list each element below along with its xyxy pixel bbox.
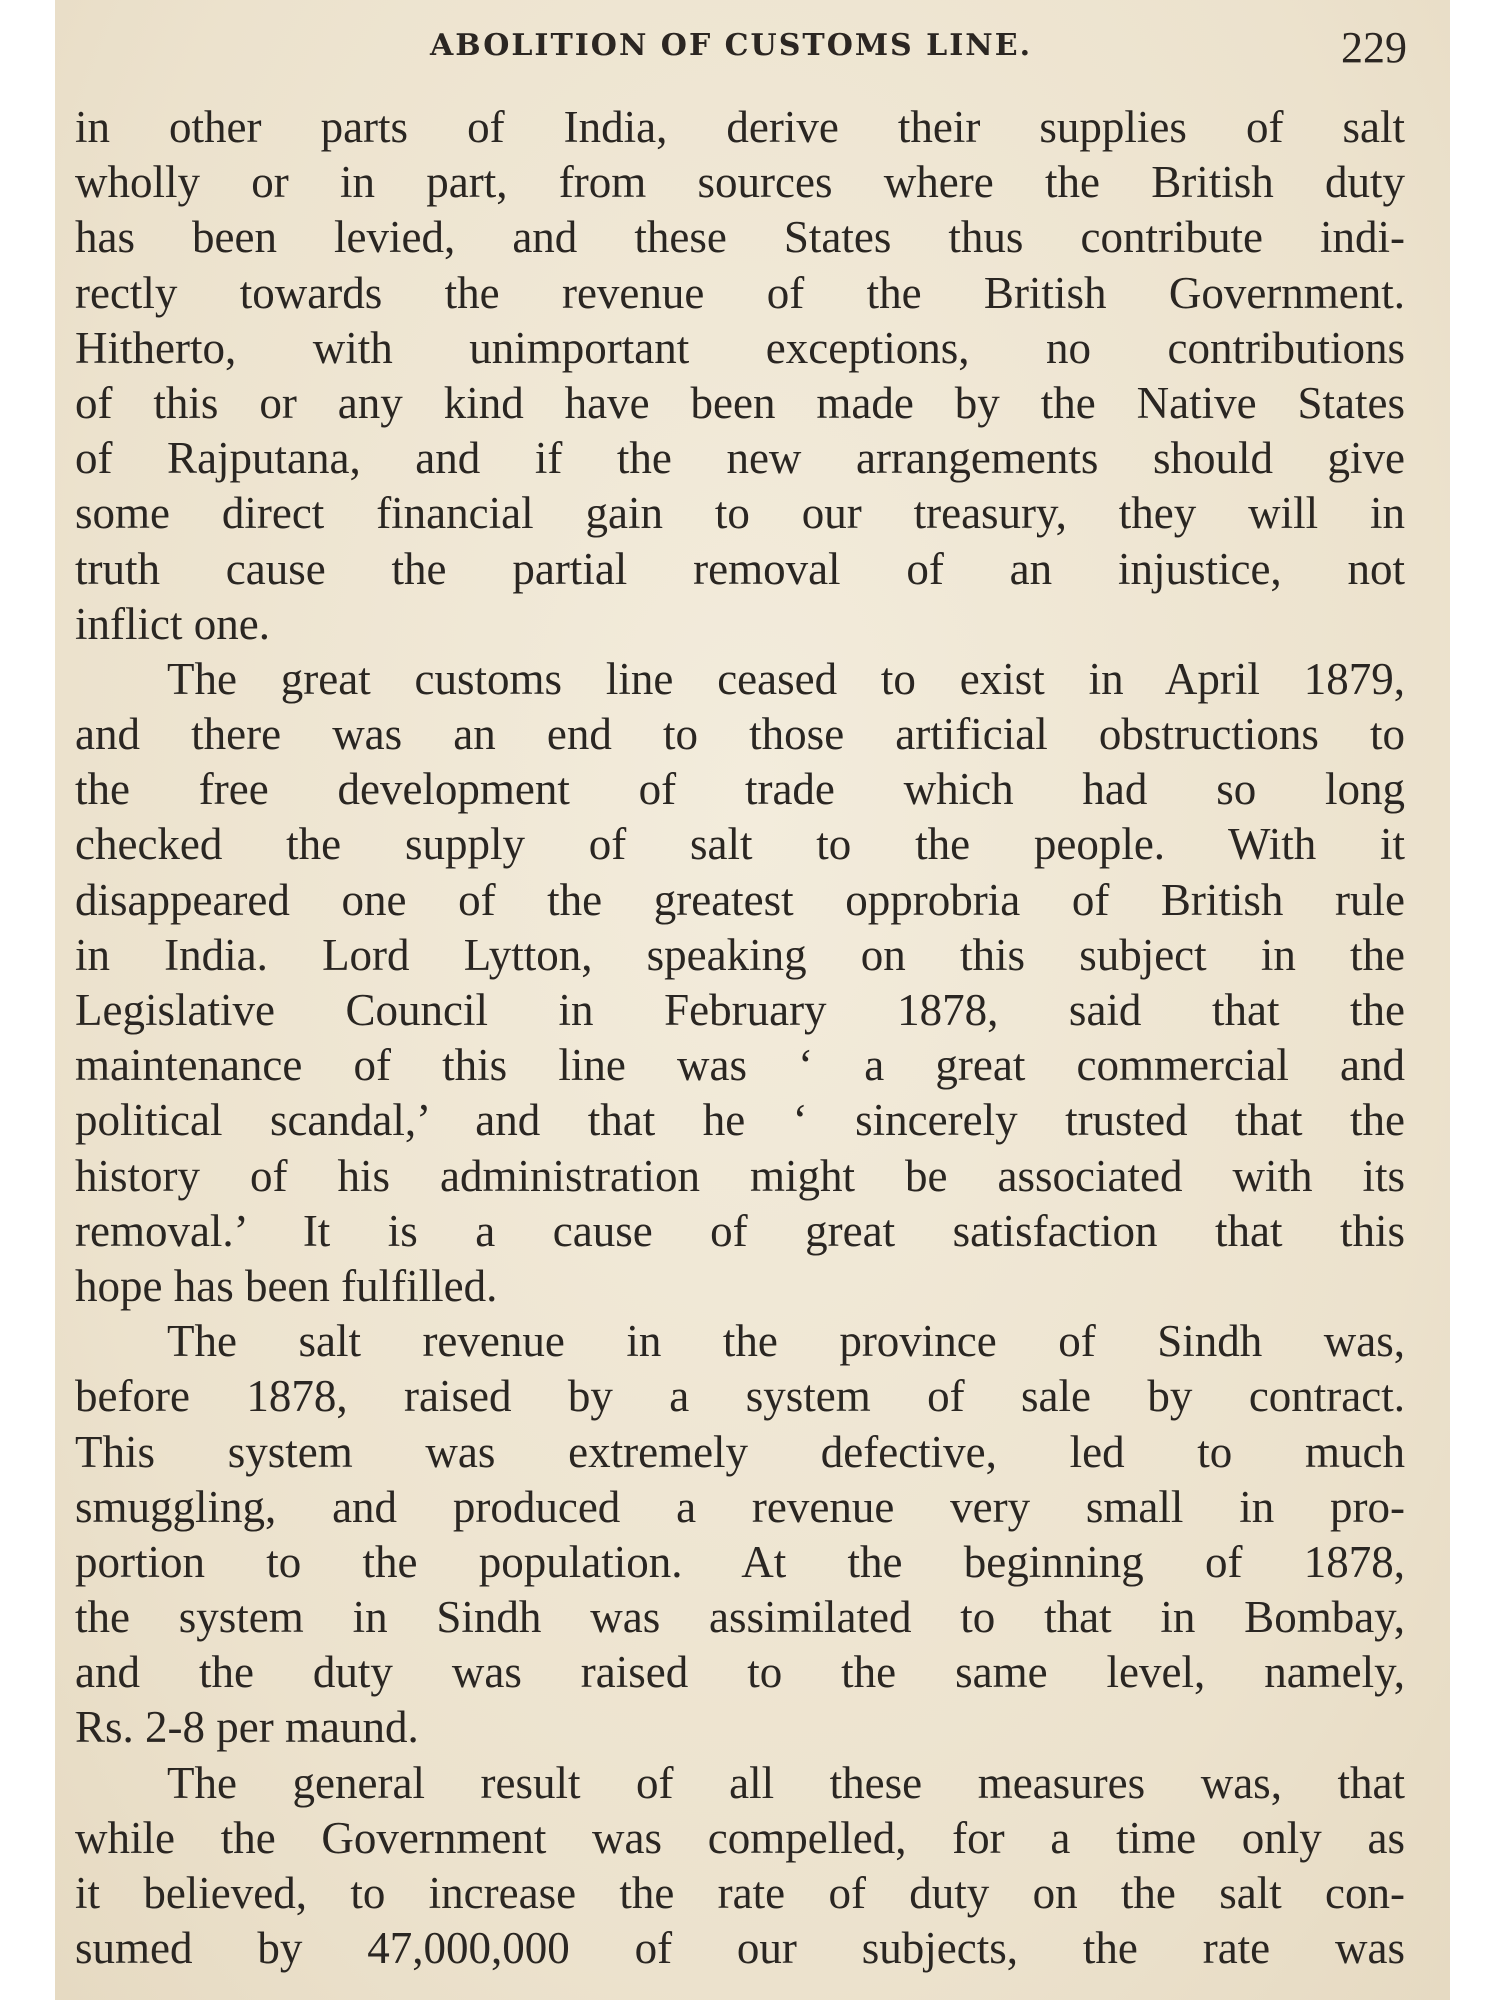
text-line: The general result of all these measures was, that — [167, 1757, 1405, 1808]
book-page — [55, 0, 1450, 2000]
text-line: Rs. 2-8 per maund. — [75, 1702, 419, 1753]
text-line: Hitherto, with unimportant exceptions, no contributions — [75, 322, 1405, 373]
text-line: disappeared one of the greatest opprobria of British rule — [75, 874, 1405, 925]
text-line: removal.’ It is a cause of great satisfaction that this — [75, 1205, 1405, 1256]
text-line: political scandal,’ and that he ‘ sincerely trusted that the — [75, 1095, 1405, 1146]
text-line: rectly towards the revenue of the British Government. — [75, 267, 1405, 318]
text-line: The salt revenue in the province of Sindh was, — [167, 1316, 1405, 1367]
text-line: while the Government was compelled, for a time only as — [75, 1812, 1405, 1863]
text-line: has been levied, and these States thus contribute indi- — [75, 212, 1405, 263]
text-line: hope has been fulfilled. — [75, 1260, 498, 1311]
text-line: the free development of trade which had so long — [75, 764, 1405, 815]
text-line: truth cause the partial removal of an injustice, not — [75, 543, 1405, 594]
text-line: wholly or in part, from sources where the British duty — [75, 157, 1405, 208]
text-line: This system was extremely defective, led to much — [75, 1426, 1405, 1477]
text-line: inflict one. — [75, 598, 270, 649]
text-line: some direct financial gain to our treasury, they will in — [75, 488, 1405, 539]
text-line: Legislative Council in February 1878, said that the — [75, 985, 1405, 1035]
text-line: history of his administration might be associated with its — [75, 1150, 1405, 1201]
running-title: ABOLITION OF CUSTOMS LINE. — [430, 28, 1033, 63]
text-line: in other parts of India, derive their supplies of salt — [75, 102, 1405, 152]
text-line: sumed by 47,000,000 of our subjects, the rate was — [75, 1923, 1405, 1974]
text-line: it believed, to increase the rate of duty on the salt con- — [75, 1868, 1405, 1918]
text-line: maintenance of this line was ‘ a great commercial and — [75, 1040, 1405, 1091]
paragraph-4 — [75, 1756, 1405, 1977]
text-line: checked the supply of salt to the people. With it — [75, 819, 1405, 870]
text-line: of Rajputana, and if the new arrangements should give — [75, 433, 1405, 484]
text-line: portion to the population. At the beginning of 1878, — [75, 1536, 1405, 1587]
text-line: The great customs line ceased to exist in April 1879, — [167, 653, 1405, 704]
page-number: 229 — [1341, 23, 1407, 72]
paragraph-1 — [75, 100, 1405, 652]
body-text — [75, 100, 1405, 1976]
text-line: before 1878, raised by a system of sale by contract. — [75, 1371, 1405, 1422]
text-line: and the duty was raised to the same level, namely, — [75, 1647, 1405, 1698]
text-line: in India. Lord Lytton, speaking on this subject in the — [75, 929, 1405, 980]
text-line: the system in Sindh was assimilated to that in Bombay, — [75, 1592, 1405, 1643]
running-head — [55, 22, 1450, 72]
paragraph-3 — [75, 1314, 1405, 1756]
text-line: smuggling, and produced a revenue very small in pro- — [75, 1481, 1405, 1532]
paragraph-2 — [75, 652, 1405, 1314]
text-line: and there was an end to those artificial obstructions to — [75, 709, 1405, 760]
text-line: of this or any kind have been made by the Native States — [75, 377, 1405, 428]
